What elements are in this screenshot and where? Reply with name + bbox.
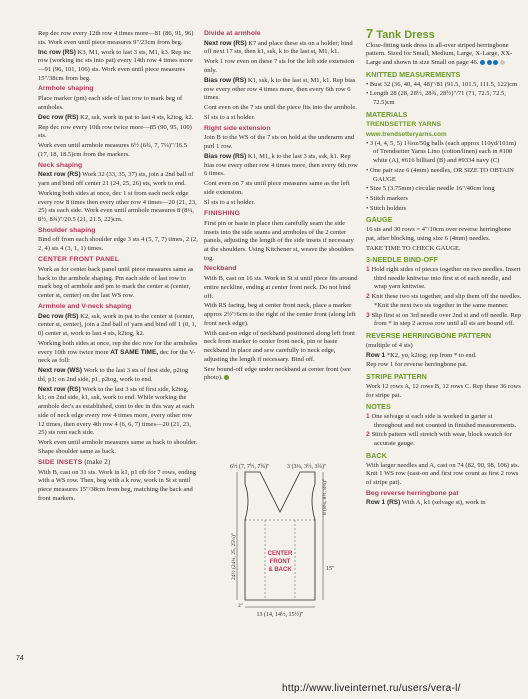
column-left <box>38 30 198 505</box>
paragraph: With B, cast on 31 sts. Work in k1, p1 rib for 7 rows, ending with a WS row. Then, beg with a k row, work in St st until piece measures 15"/38cm from beg, matching the back and front markers. <box>38 468 197 502</box>
section-heading: MATERIALS <box>366 109 408 119</box>
paragraph: Work 1 row even on these 7 sts for the left side extension only. <box>204 58 355 74</box>
paragraph: Working both sides at once, rep the dec row for the armholes every 10th row twice more AT SAME TIME, dec for the V-neck as foll: <box>38 339 198 365</box>
notes-list <box>366 413 522 449</box>
schematic-svg <box>205 460 355 620</box>
section-heading: REVERSE HERRINGBONE PATTERN <box>366 330 492 340</box>
paragraph: Working both sides at once, dec 1 st from each neck edge every row 8 times then every other row 4 times—20 (21, 23, 25) sts each side. Work even until armhole measures 8 (8¼, 8½, 8¾)"/20.5 (21, 21.5, 22)cm. <box>38 189 197 223</box>
schematic-diagram <box>205 460 355 620</box>
list-item: 1 Hold right sides of pieces together on two needles. Insert third needle knitwise into first st of each needle, and wrap yarn knitwise. <box>366 266 521 291</box>
paragraph: With RS facing, beg at center front neck, place a marker approx 2½"/6cm to the right of the center front (along left front neck edge). <box>204 302 356 327</box>
end-bullet-icon <box>224 375 229 380</box>
paragraph: Cont even on 7 sts until piece measures same as the left side extension. <box>204 180 350 197</box>
paragraph: Row 1 (RS) With A, k1 (selvage st), work in <box>366 499 486 507</box>
paragraph: Rep dec row every 10th row twice more—85 (90, 95, 100) sts. <box>38 123 192 140</box>
paragraph: Work 12 rows A, 12 rows B, 12 rows C. Rep these 36 rows for stripe pat. <box>366 382 521 399</box>
subheading: Beg reverse herringbone pat <box>366 489 459 497</box>
paragraph: Bind off from each shoulder edge 3 sts 4 (5, 7, 7) times, 2 (2, 2, 4) sts 4 (3, 1, 1) times. <box>38 236 198 253</box>
subheading: Divide at armhole <box>204 30 261 37</box>
subheading: Shoulder shaping <box>38 226 96 234</box>
section-heading: SIDE INSETS (make 2) <box>38 459 111 467</box>
paragraph: Join B to the WS of the 7 sts on hold at the underarm and purl 1 row. <box>204 134 355 151</box>
schematic-top-label: 6½ (7, 7½, 7¾)" <box>230 464 270 470</box>
paragraph: Dec row (RS) K2, ssk, work in pat to the center st (center, center st, center), join a 2nd ball of yarn and bind off 1 (0, 1, 0) center st, work to last 4 sts, k2tog, k2. <box>38 312 197 337</box>
paragraph: Sew bound-off edge under neckband at center front (see photo). <box>204 365 351 382</box>
schematic-center-label-3: & BACK <box>268 567 292 573</box>
measurements-list <box>366 81 522 108</box>
paragraph: Bias row (RS) K1, ssk, k to the last st, M1, k1. Rep bias row every other row 4 times more, then every 6th row 6 times. <box>204 76 356 102</box>
paragraph: Place marker (pm) each side of last row to mark beg of armholes. <box>38 95 183 111</box>
schematic-center-label-2: FRONT <box>269 559 291 565</box>
skill-dot-icon <box>487 60 492 65</box>
paragraph: With larger needles and A, cast on 74 (82, 90, 98, 106) sts. Knit 1 WS row (cast-on and first row count as first 2 rows of stripe pat). <box>366 461 520 486</box>
paragraph: 16 sts and 30 rows = 4"/10cm over reverse herringbone pat, after blocking, using size 6 (4mm) needles. <box>366 226 512 242</box>
yarn-url: www.trendsetteryarns.com <box>366 131 447 139</box>
bindoff-steps <box>366 266 522 329</box>
subheading: Armhole and V-neck shaping <box>38 302 132 310</box>
list-item: 2 Stitch pattern will stretch with wear, block swatch for accurate gauge. <box>366 431 512 448</box>
paragraph: Next row (RS) Work 32 (33, 35, 37) sts, join a 2nd ball of yarn and bind off center 21 (24, 25, 26) sts, work to end. <box>38 171 194 187</box>
list-item: 3 Slip first st on 3rd needle over 2nd st and off needle. Rep from * in step 2 across row until all sts are bound off. <box>366 311 521 328</box>
paragraph: With cast-on edge of neckband positioned along left front neck from marker to center front neck, pin or baste neckband in place and sew carefully to neck edge, adjusting the length if necessary. Bind off. <box>204 329 355 363</box>
paragraph: TAKE TIME TO CHECK GAUGE. <box>366 244 461 252</box>
paragraph: Work even until armhole measures same as back to shoulder. Shape shoulder same as back. <box>38 439 198 455</box>
subheading: TRENDSETTER YARNS <box>366 121 442 129</box>
schematic-center-label-1: CENTER <box>267 551 293 557</box>
paragraph: Row 1 *K2, yo, k2tog; rep from * to end. <box>366 351 477 359</box>
paragraph: First pin or baste in place then carefully seam the side insets into the side seams and armholes of the 2 center panels, adjusting the length of the side insets if necessary at the shoulders. Using Kitchener st, weave the shoulders tog. <box>204 219 354 262</box>
skill-dot-icon <box>480 60 485 65</box>
section-heading: GAUGE <box>366 215 393 225</box>
subheading: Right side extension <box>204 124 271 132</box>
skill-level-indicator <box>480 59 506 66</box>
paragraph: Dec row (RS) K2, ssk, work in pat to last 4 sts, k2tog, k2. <box>38 113 194 121</box>
paragraph: Sl sts to a st holder. <box>204 114 255 122</box>
paragraph: Next row (RS) K7 and place these sts on a holder; bind off next 17 sts, then k1, ssk, k to the last st, M1, k1. <box>204 39 353 56</box>
list-item: 1 One selvage st each side is worked in garter st throughout and not counted in finished measurements. <box>366 412 517 429</box>
paragraph: Inc row (RS) K3, M1, work to last 3 sts, M1, k3. Rep inc row (working inc sts into pat) every 14th row 4 times more—91 (96, 101, 106) sts. Work even until piece measures 15"/38cm from beg. <box>38 48 193 82</box>
list-item: • Stitch holders <box>366 204 407 212</box>
page-number: 74 <box>16 655 24 662</box>
materials-list <box>366 140 522 214</box>
list-item: • One pair size 6 (4mm) needles, OR SIZE TO OBTAIN GAUGE <box>366 166 514 183</box>
pattern-title: 7 Tank Dress <box>366 26 435 41</box>
list-item: 2 Knit these two sts together, and slip them off the needles. *Knit the next two sts together in the same manner. <box>366 293 522 309</box>
subheading: Armhole shaping <box>38 85 94 93</box>
column-middle <box>204 30 358 384</box>
schematic-mid-label: 8 (8¼, 8½, 8¾)" <box>322 478 328 515</box>
paragraph: Cont even on the 7 sts until the piece fits into the armhole. <box>204 104 357 112</box>
section-heading: BACK <box>366 450 387 460</box>
paragraph: With B, cast on 16 sts. Work in St st until piece fits around entire neckline, ending at center front neck. Do not bind off. <box>204 275 358 300</box>
section-heading: KNITTED MEASUREMENTS <box>366 69 461 79</box>
section-heading: 3-NEEDLE BIND-OFF <box>366 255 438 265</box>
subheading: Neck shaping <box>38 161 83 169</box>
paragraph: Work even until armhole measures 6½ (6¾, 7, 7¼)"/16.5 (17, 18, 18.5)cm from the markers. <box>38 142 188 158</box>
paragraph: Bias row (RS) K1, M1, k to the last 3 sts, ssk, k1. Rep bias row every other row 4 times more, then every 6th row 6 times. <box>204 153 358 178</box>
list-item: • Bust 32 (36, 40, 44, 48)"/81 (91.5, 101.5, 111.5, 122)cm <box>366 80 518 88</box>
paragraph: Rep dec row every 12th row 4 times more—81 (86, 91, 96) sts. Work even until piece measures 9"/23cm from beg. <box>38 30 194 46</box>
paragraph: Close-fitting tank dress in all-over striped herringbone pattern. Sized for Small, Medium, Large, X-Large, XX-Large and shown in size Small on page 46. <box>366 41 513 67</box>
list-item: • Length 28 (28, 28½, 28¾, 28½)"/71 (71, 72.5, 72.5, 72.5)cm <box>366 90 506 106</box>
skill-dot-icon <box>493 60 498 65</box>
list-item: • 3 (4, 4, 5, 5) 1¾oz/50g balls (each approx 110yd/101m) of Trendsetter Yarns Lino (cotton/linen) each in #100 white (A), #616 billiard (B) and #9334 navy (C) <box>366 139 517 165</box>
list-item: • Size 5 (3.75mm) circular needle 16"/40cm long <box>366 185 495 193</box>
section-heading: NOTES <box>366 402 391 412</box>
section-heading: FINISHING <box>204 210 241 218</box>
schematic-bottom-label: 13 (14, 14½, 15½)" <box>256 612 304 618</box>
watermark-url[interactable]: http://www.liveinternet.ru/users/vera-l/ <box>282 683 461 694</box>
section-heading: CENTER FRONT PANEL <box>38 256 120 264</box>
column-right <box>366 26 522 509</box>
paragraph: Work as for center back panel until piece measures same as back to the armhole shaping. Pm each side of last row to mark beg of armhole and pm to mark the center st (center, center st, center) on the last WS row. <box>38 266 194 300</box>
section-heading: STRIPE PATTERN <box>366 372 427 382</box>
list-item: • Stitch markers <box>366 194 408 202</box>
paragraph: Next row (WS) Work to the last 3 sts of first side, p2tog tbl, p1; on 2nd side, p1, p2tog, work to end. <box>38 367 189 383</box>
schematic-bottom-right-label: 15" <box>326 566 335 572</box>
subheading: Neckband <box>204 265 237 273</box>
schematic-small-label: 2" <box>238 603 243 609</box>
skill-dot-icon <box>500 60 505 65</box>
schematic-top-label-2: 3 (3¼, 3½, 3¾)" <box>287 464 327 470</box>
paragraph: Next row (RS) Work to the last 3 sts of first side, k2tog, k1; on 2nd side, k1, ssk, work to end. While working the armhole dec's as established, cont to dec in this way at each side of neck edge every row 4 times more, every other row 12 times, then every 4th row 4 (6, 6, 7) times—20 (21, 23, 25) sts rem each side. <box>38 385 195 437</box>
schematic-left-label: 24½ (24¾, 25, 25¼)" <box>231 532 237 580</box>
paragraph: Rep row 1 for reverse herringbone pat. <box>366 361 468 369</box>
paragraph: (multiple of 4 sts) <box>366 341 413 349</box>
paragraph: Sl sts to a st holder. <box>204 198 255 206</box>
dress-outline <box>245 472 315 600</box>
